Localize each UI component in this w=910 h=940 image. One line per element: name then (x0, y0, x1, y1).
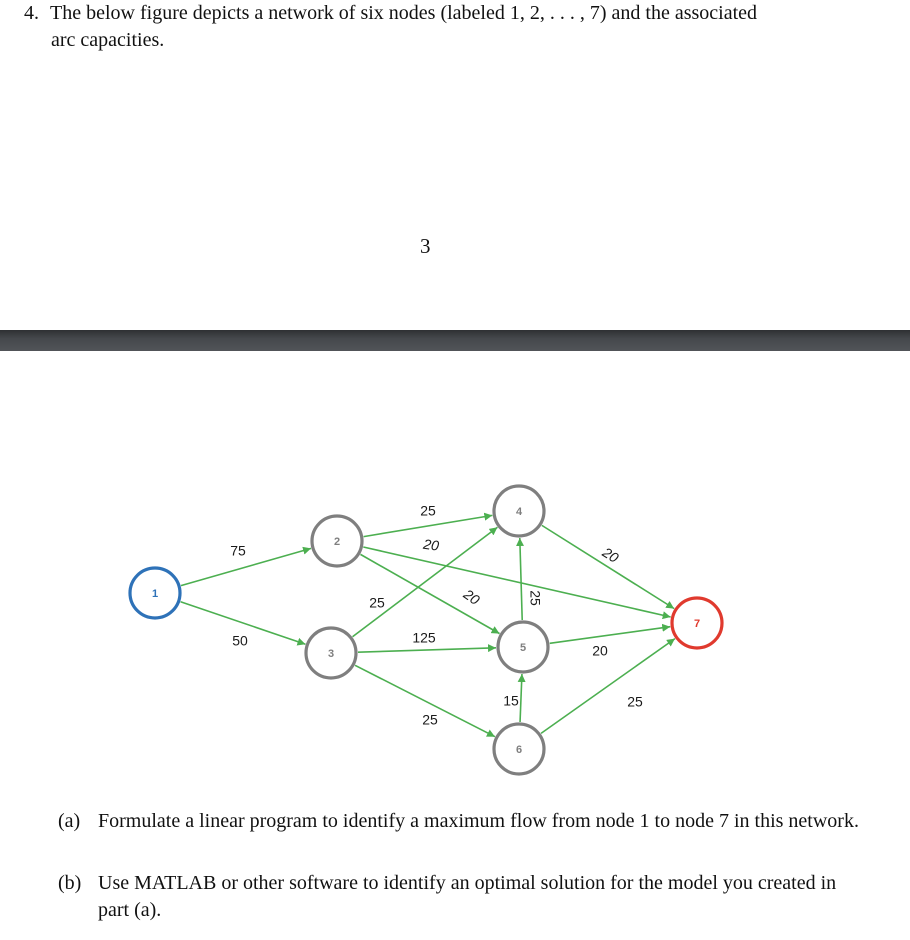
capacity-label-2-4: 25 (420, 502, 436, 519)
node-5 (498, 622, 548, 672)
problem-line-1 (24, 0, 884, 27)
node-4 (494, 486, 544, 536)
capacity-label-1-3: 50 (232, 632, 248, 649)
node-2 (312, 516, 362, 566)
arc-6-7 (541, 639, 675, 734)
node-1 (130, 568, 180, 618)
question-b-text: Use MATLAB or other software to identify an optimal solution for the model you created in part (a). (98, 872, 837, 921)
capacity-label-2-7: 20 (422, 535, 441, 554)
node-1-label: 1 (151, 587, 159, 600)
problem-text-line-2: arc capacities. (51, 29, 165, 51)
capacity-label-6-5: 15 (503, 692, 519, 709)
node-4-label: 4 (515, 505, 523, 518)
capacity-label-4-7: 20 (599, 543, 622, 566)
network-svg (0, 380, 910, 800)
arc-6-5 (520, 674, 522, 722)
capacity-label-2-5: 20 (460, 585, 483, 608)
arc-5-7 (550, 627, 671, 644)
capacity-label-3-6: 25 (422, 711, 438, 728)
node-7 (672, 598, 722, 648)
page-separator-bar (0, 330, 910, 351)
node-3 (306, 628, 356, 678)
question-b-letter: (b) (58, 872, 82, 894)
node-3-label: 3 (327, 647, 335, 660)
node-5-label: 5 (519, 641, 527, 654)
problem-statement (24, 0, 884, 54)
problem-number: 4. (24, 2, 39, 24)
question-a (58, 808, 868, 835)
node-2-label: 2 (333, 535, 341, 548)
arc-3-5 (358, 648, 496, 652)
problem-text-line-1: The below figure depicts a network of six nodes (labeled 1, 2, . . . , 7) and the associated (50, 2, 758, 24)
arc-4-7 (542, 525, 674, 608)
capacity-label-1-2: 75 (230, 542, 246, 559)
question-b (58, 870, 868, 924)
question-a-letter: (a) (58, 810, 81, 832)
page-number: 3 (420, 234, 431, 258)
capacity-label-6-7: 25 (627, 693, 643, 710)
arc-5-4 (520, 538, 522, 620)
capacity-label-5-7: 20 (592, 642, 608, 659)
capacity-label-5-4: 25 (527, 590, 544, 606)
node-6 (494, 724, 544, 774)
node-6-label: 6 (515, 743, 523, 756)
network-diagram (0, 380, 910, 800)
capacity-label-3-5: 125 (412, 629, 436, 646)
arc-1-2 (181, 548, 311, 585)
question-a-text: Formulate a linear program to identify a maximum flow from node 1 to node 7 in this network. (98, 810, 859, 832)
capacity-label-3-4: 25 (369, 594, 385, 611)
node-7-label: 7 (693, 617, 701, 630)
